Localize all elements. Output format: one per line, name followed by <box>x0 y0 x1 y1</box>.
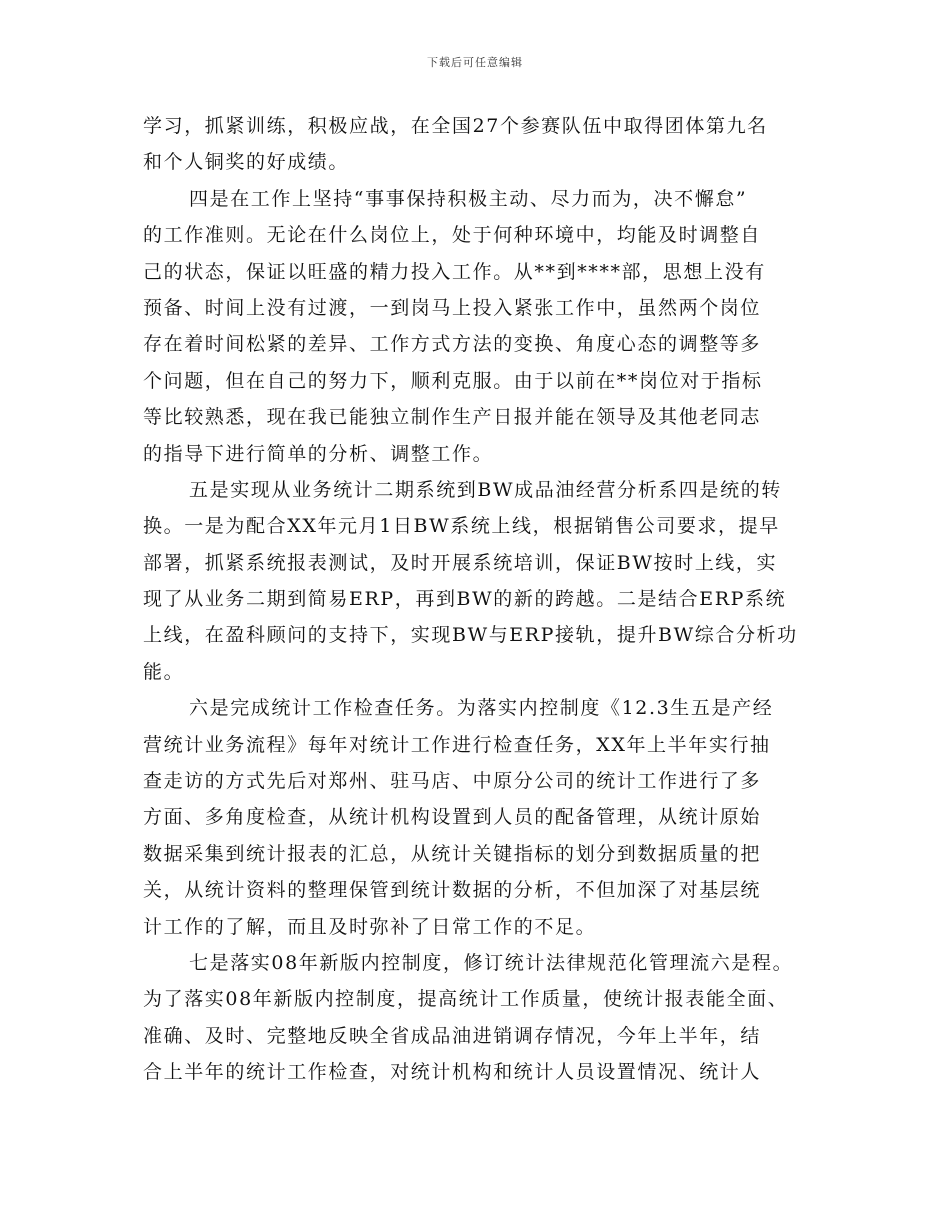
text-line: 合上半年的统计工作检查，对统计机构和统计人员设置情况、统计人 <box>143 1061 762 1084</box>
text-line: 为了落实08年新版内控制度，提高统计工作质量，使统计报表能全面、 <box>143 988 789 1011</box>
text-line: 关，从统计资料的整理保管到统计数据的分析，不但加深了对基层统 <box>143 879 762 902</box>
text-line: 方面、多角度检查，从统计机构设置到人员的配备管理，从统计原始 <box>143 806 762 829</box>
text-line: 的工作准则。无论在什么岗位上，处于何种环境中，均能及时调整自 <box>143 224 762 247</box>
text-line: 的指导下进行简单的分析、调整工作。 <box>143 442 494 465</box>
document-body <box>143 108 833 1091</box>
page-header: 下载后可任意编辑 <box>427 56 523 69</box>
text-line: 查走访的方式先后对郑州、驻马店、中原分公司的统计工作进行了多 <box>143 770 762 793</box>
text-line: 计工作的了解，而且及时弥补了日常工作的不足。 <box>143 915 597 938</box>
text-line: 预备、时间上没有过渡，一到岗马上投入紧张工作中，虽然两个岗位 <box>143 296 762 319</box>
text-line: 六是完成统计工作检查任务。为落实内控制度《12.3生五是产经 <box>189 697 774 720</box>
text-line: 和个人铜奖的好成绩。 <box>143 151 350 174</box>
text-line: 换。一是为配合XX年元月1日BW系统上线，根据销售公司要求，提早 <box>143 515 780 538</box>
text-line: 存在着时间松紧的差异、工作方式方法的变换、角度心态的调整等多 <box>143 333 762 356</box>
text-line: 部署，抓紧系统报表测试，及时开展系统培训，保证BW按时上线，实 <box>143 551 778 574</box>
text-line: 个问题，但在自己的努力下，顺利克服。由于以前在**岗位对于指标 <box>143 369 763 392</box>
text-line: 现了从业务二期到简易ERP，再到BW的新的跨越。二是结合ERP系统 <box>143 588 787 611</box>
text-line: 准确、及时、完整地反映全省成品油进销调存情况，今年上半年，结 <box>143 1024 762 1047</box>
text-line: 七是落实08年新版内控制度，修订统计法律规范化管理流六是程。 <box>189 951 794 974</box>
text-line: 五是实现从业务统计二期系统到BW成品油经营分析系四是统的转 <box>189 478 782 501</box>
text-line: 营统计业务流程》每年对统计工作进行检查任务，XX年上半年实行抽 <box>143 733 771 756</box>
text-line: 上线，在盈科顾问的支持下，实现BW与ERP接轨，提升BW综合分析功 <box>143 624 798 647</box>
text-line: 能。 <box>143 660 185 683</box>
text-line: 四是在工作上坚持“事事保持积极主动、尽力而为，决不懈怠” <box>189 187 748 210</box>
text-line: 学习，抓紧训练，积极应战，在全国27个参赛队伍中取得团体第九名 <box>143 115 768 137</box>
text-line: 己的状态，保证以旺盛的精力投入工作。从**到****部，思想上没有 <box>143 260 766 283</box>
text-line: 数据采集到统计报表的汇总，从统计关键指标的划分到数据质量的把 <box>143 842 762 865</box>
text-line: 等比较熟悉，现在我已能独立制作生产日报并能在领导及其他老同志 <box>143 406 762 429</box>
